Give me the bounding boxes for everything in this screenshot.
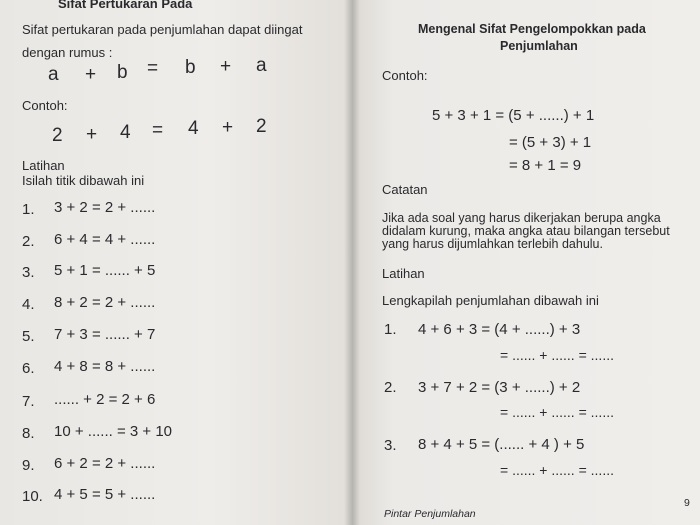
example-operator: + (222, 117, 234, 138)
catatan-line-2: didalam kurung, maka angka atau bilangan tersebut (382, 224, 670, 238)
exercise-item: 8 + 2 = 2 + ...... (54, 294, 156, 311)
contoh-label-right: Contoh: (382, 68, 428, 83)
exercise-number: 5. (22, 328, 35, 345)
exercise-answer-line: = ...... + ...... = ...... (500, 462, 614, 478)
exercise-item: 4 + 8 = 8 + ...... (54, 358, 156, 375)
exercise-item: 3 + 7 + 2 = (3 + ......) + 2 (418, 379, 581, 396)
exercise-number: 9. (22, 457, 35, 474)
exercise-number: 4. (22, 296, 35, 313)
exercise-answer-line: = ...... + ...... = ...... (500, 404, 614, 420)
exercise-number: 7. (22, 393, 35, 410)
example-operator: = (152, 120, 164, 141)
formula-term: b (185, 57, 196, 78)
page-footer: Pintar Penjumlahan (384, 508, 476, 520)
catatan-line-1: Jika ada soal yang harus dikerjakan berupa angka (382, 211, 661, 225)
exercise-item: 5 + 1 = ...... + 5 (54, 262, 156, 279)
example-term: 2 (52, 125, 63, 146)
exercise-item: 7 + 3 = ...... + 7 (54, 326, 156, 343)
exercise-answer-line: = ...... + ...... = ...... (500, 347, 614, 363)
exercise-item: 10 + ...... = 3 + 10 (54, 423, 173, 440)
example-term: 4 (120, 122, 131, 143)
formula-term: a (256, 55, 267, 76)
formula-term: b (117, 62, 128, 83)
example-operator: + (86, 124, 98, 145)
intro-line-2: dengan rumus : (22, 45, 113, 60)
book-gutter-shadow (344, 0, 360, 525)
exercise-item: 3 + 2 = 2 + ...... (54, 199, 156, 216)
exercise-number: 8. (22, 425, 35, 442)
latihan-instruction-right: Lengkapilah penjumlahan dibawah ini (382, 293, 599, 308)
latihan-label-left: Latihan (22, 158, 65, 173)
section-title-line-2: Penjumlahan (500, 39, 578, 53)
grouping-example-line-1: 5 + 3 + 1 = (5 + ......) + 1 (432, 107, 595, 124)
exercise-item: 4 + 5 = 5 + ...... (54, 486, 156, 503)
formula-operator: + (220, 56, 232, 77)
exercise-item: ...... + 2 = 2 + 6 (54, 391, 156, 408)
grouping-example-line-2: = (5 + 3) + 1 (509, 134, 592, 151)
right-page (352, 0, 700, 525)
exercise-number: 3. (384, 437, 397, 454)
catatan-line-3: yang harus dijumlahkan terlebih dahulu. (382, 237, 603, 251)
example-term: 2 (256, 116, 267, 137)
formula-operator: + (85, 64, 97, 85)
exercise-number: 2. (384, 379, 397, 396)
exercise-number: 2. (22, 233, 35, 250)
intro-line-1: Sifat pertukaran pada penjumlahan dapat diingat (22, 22, 303, 37)
latihan-instruction-left: Isilah titik dibawah ini (22, 173, 145, 188)
grouping-example-line-3: = 8 + 1 = 9 (509, 157, 582, 174)
catatan-label: Catatan (382, 182, 428, 197)
exercise-item: 6 + 2 = 2 + ...... (54, 455, 156, 472)
exercise-number: 1. (22, 201, 35, 218)
exercise-number: 6. (22, 360, 35, 377)
exercise-number: 10. (22, 488, 43, 505)
section-title-line-1: Mengenal Sifat Pengelompokkan pada (418, 22, 646, 36)
exercise-item: 4 + 6 + 3 = (4 + ......) + 3 (418, 321, 581, 338)
latihan-label-right: Latihan (382, 266, 425, 281)
formula-operator: = (147, 58, 159, 79)
page-number: 9 (684, 497, 690, 509)
exercise-item: 6 + 4 = 4 + ...... (54, 231, 156, 248)
exercise-number: 1. (384, 321, 397, 338)
formula-term: a (48, 64, 59, 85)
example-term: 4 (188, 118, 199, 139)
exercise-number: 3. (22, 264, 35, 281)
cut-off-page-title: Sifat Pertukaran Pada (58, 0, 193, 11)
exercise-item: 8 + 4 + 5 = (...... + 4 ) + 5 (418, 436, 585, 453)
contoh-label-left: Contoh: (22, 98, 68, 113)
